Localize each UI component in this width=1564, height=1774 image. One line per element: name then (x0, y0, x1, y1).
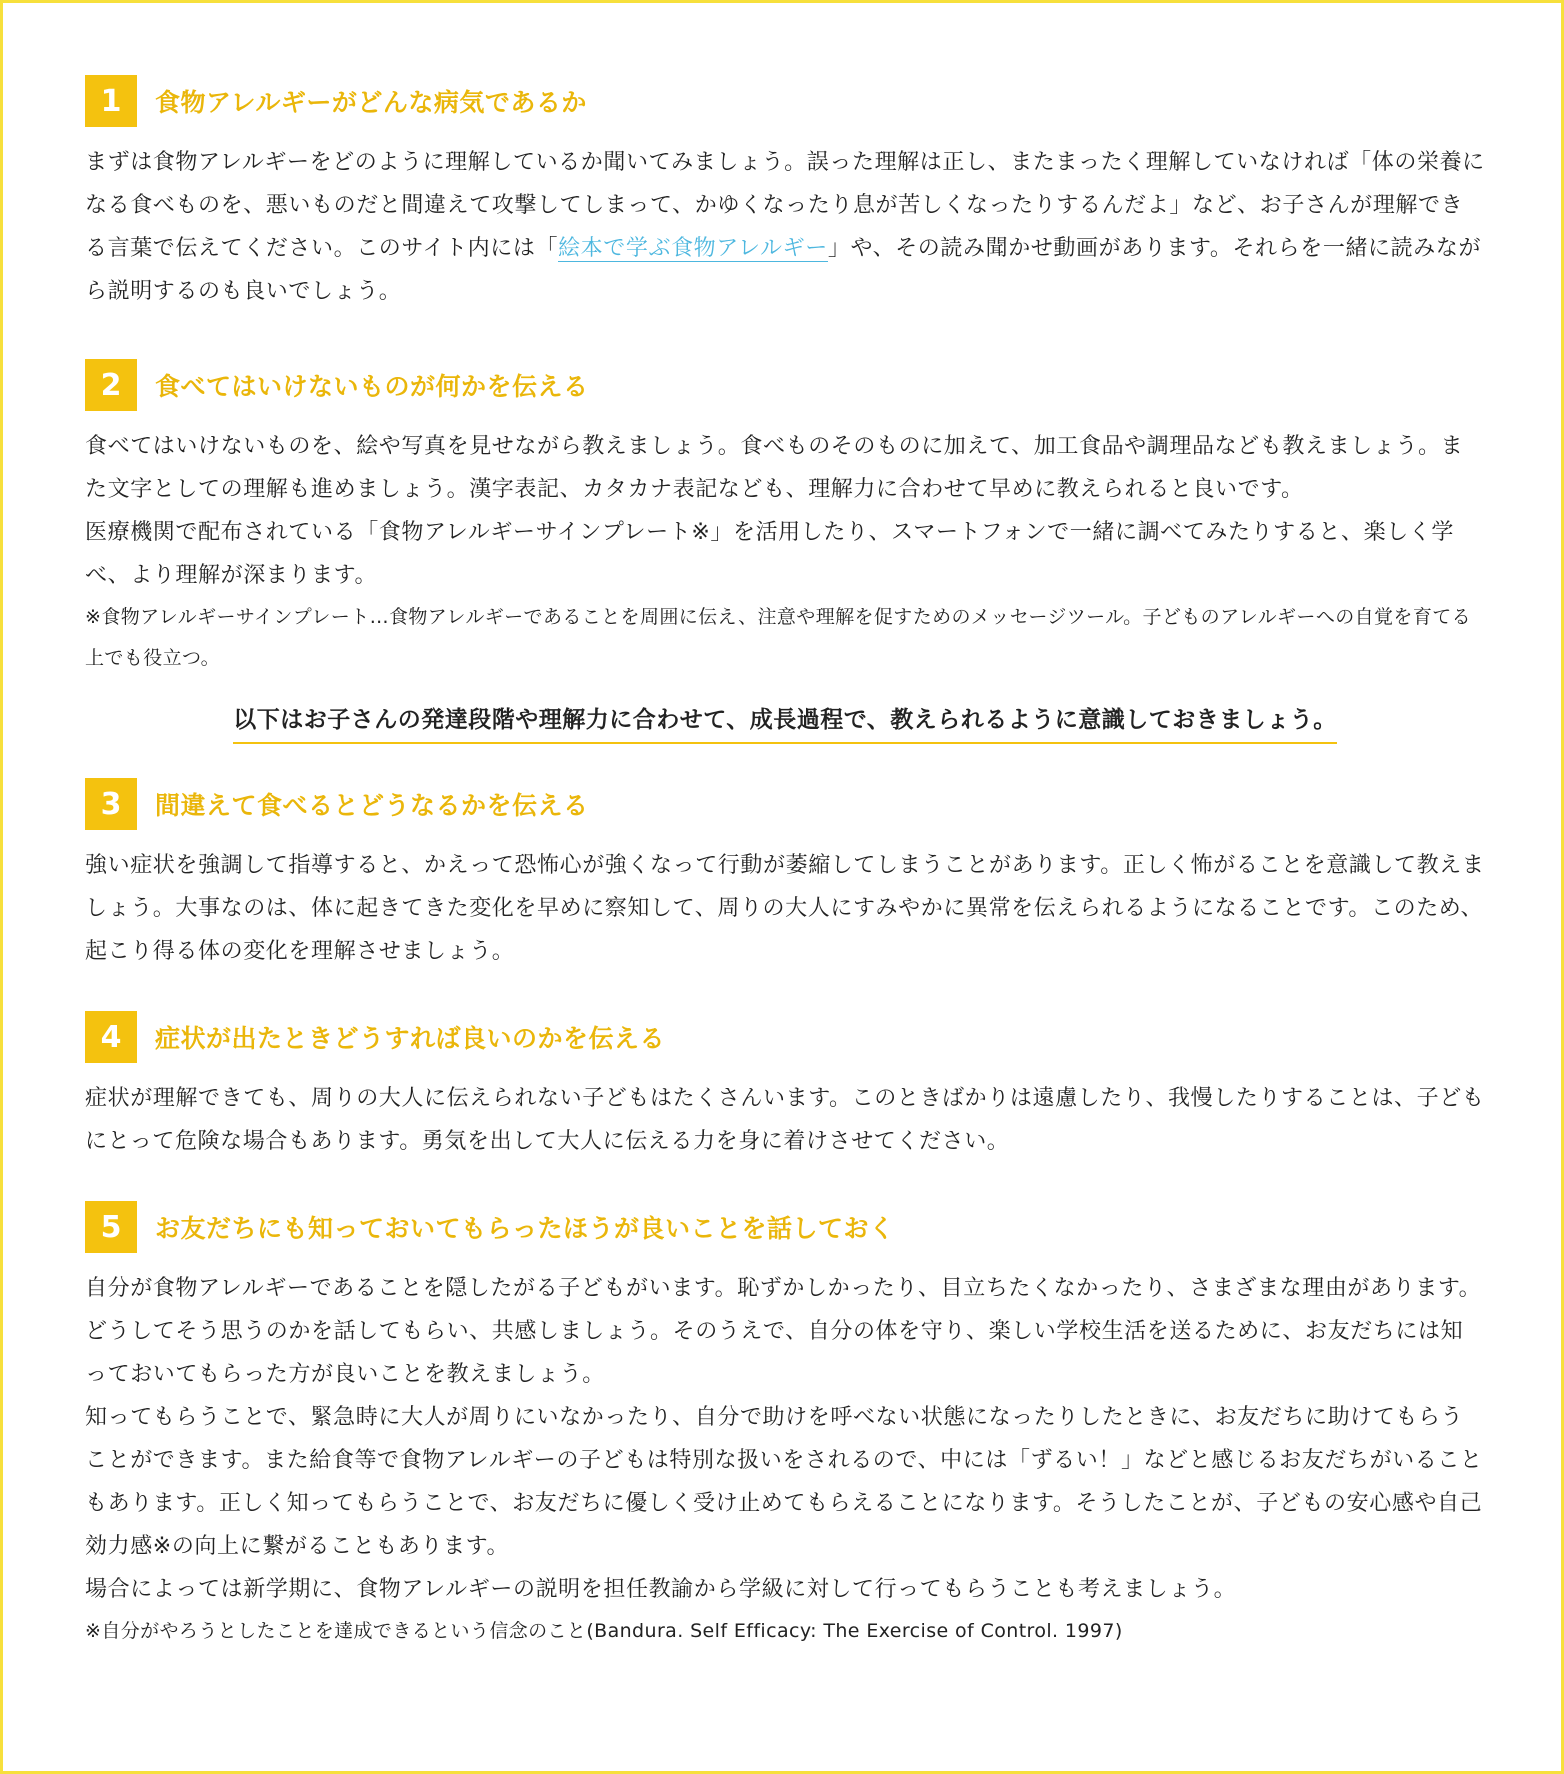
section-title: 症状が出たときどうすれば良いのかを伝える (155, 1024, 666, 1053)
section-body (85, 141, 1485, 313)
section-title: 食べてはいけないものが何かを伝える (155, 372, 589, 401)
section-5 (85, 1201, 1485, 1652)
section-body: 医療機関で配布されている「食物アレルギーサインプレート※」を活用したり、スマートフォンで一緒に調べてみたりすると、楽しく学べ、より理解が深まります。 (85, 520, 1454, 588)
section-heading (85, 359, 1485, 411)
picture-book-link[interactable]: 絵本で学ぶ食物アレルギー (558, 236, 828, 261)
section-number-badge: 2 (85, 359, 137, 411)
section-2 (85, 359, 1485, 679)
footnote: ※食物アレルギーサインプレート…食物アレルギーであることを周囲に伝え、注意や理解を促すためのメッセージツール。子どものアレルギーへの自覚を育てる上でも役立つ。 (85, 606, 1472, 669)
section-number-badge: 4 (85, 1011, 137, 1063)
section-body: 自分が食物アレルギーであることを隠したがる子どもがいます。恥ずかしかったり、目立ちたくなかったり、さまざまな理由があります。どうしてそう思うのかを話してもらい、共感しましょう。そのうえで、自分の体を守り、楽しい学校生活を送るために、お友だちには知っておいてもらった方が良いことを教えましょう。 (85, 1276, 1482, 1387)
article-content (85, 75, 1485, 1652)
body-text: まずは食物アレルギーをどのように理解しているか聞いてみましょう。誤った理解は正し、またまったく理解していなければ「体の栄養になる食べものを、悪いものだと間違えて攻撃してしまって、かゆくなったり息が苦しくなったりするんだよ」など、お子さんが理解できる言葉で伝えてください。このサイト内には「 (85, 150, 1485, 261)
section-number-badge: 3 (85, 778, 137, 830)
section-title: 食物アレルギーがどんな病気であるか (155, 88, 587, 117)
section-body: 知ってもらうことで、緊急時に大人が周りにいなかったり、自分で助けを呼べない状態になったりしたときに、お友だちに助けてもらうことができます。また給食等で食物アレルギーの子どもは特別な扱いをされるので、中には「ずるい！」などと感じるお友だちがいることもあります。正しく知ってもらうことで、お友だちに優しく受け止めてもらえることになります。そうしたことが、子どもの安心感や自己効力感※の向上に繋がることもあります。 (85, 1405, 1483, 1559)
section-body: 場合によっては新学期に、食物アレルギーの説明を担任教諭から学級に対して行ってもらうことも考えましょう。 (85, 1577, 1237, 1602)
section-title: 間違えて食べるとどうなるかを伝える (155, 791, 589, 820)
section-3 (85, 778, 1485, 973)
center-note: 以下はお子さんの発達段階や理解力に合わせて、成長過程で、教えられるように意識しておきましょう。 (233, 701, 1337, 744)
footnote: ※自分がやろうとしたことを達成できるという信念のこと(Bandura. Self Efficacy: The Exercise of Control. 1997) (85, 1620, 1123, 1642)
section-4 (85, 1011, 1485, 1163)
section-title: お友だちにも知っておいてもらったほうが良いことを話しておく (155, 1214, 895, 1243)
section-1 (85, 75, 1485, 313)
body-text: 」や、その読み聞かせ動画があります。それらを一緒に読みながら説明するのも良いでしょう。 (85, 236, 1482, 304)
center-note-wrap (85, 701, 1485, 744)
section-body: 症状が理解できても、周りの大人に伝えられない子どもはたくさんいます。このときばかりは遠慮したり、我慢したりすることは、子どもにとって危険な場合もあります。勇気を出して大人に伝える力を身に着けさせてください。 (85, 1086, 1485, 1154)
section-body: 強い症状を強調して指導すると、かえって恐怖心が強くなって行動が萎縮してしまうことがあります。正しく怖がることを意識して教えましょう。大事なのは、体に起きてきた変化を早めに察知して、周りの大人にすみやかに異常を伝えられるようになることです。このため、起こり得る体の変化を理解させましょう。 (85, 853, 1485, 964)
section-heading (85, 75, 1485, 127)
section-heading (85, 1201, 1485, 1253)
section-heading (85, 778, 1485, 830)
section-heading (85, 1011, 1485, 1063)
section-body: 食べてはいけないものを、絵や写真を見せながら教えましょう。食べものそのものに加えて、加工食品や調理品なども教えましょう。また文字としての理解も進めましょう。漢字表記、カタカナ表記なども、理解力に合わせて早めに教えられると良いです。 (85, 434, 1464, 502)
section-number-badge: 5 (85, 1201, 137, 1253)
section-number-badge: 1 (85, 75, 137, 127)
